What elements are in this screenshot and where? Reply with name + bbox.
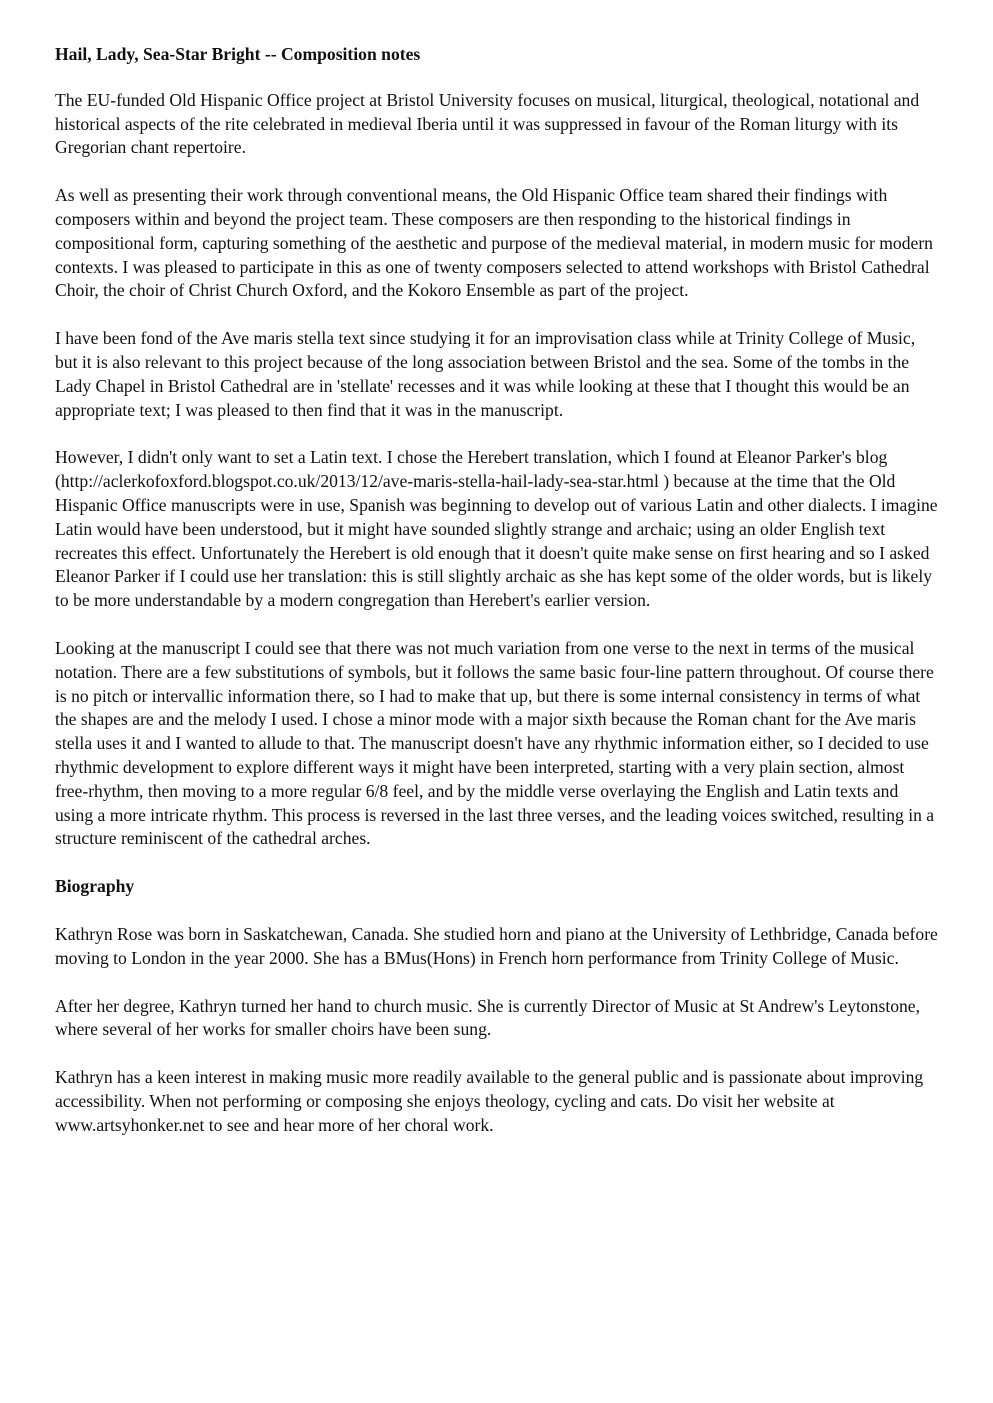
composition-notes-heading: Hail, Lady, Sea-Star Bright -- Composition notes [55, 44, 421, 64]
document-page [55, 43, 940, 1137]
paragraph-bio-interests: Kathryn has a keen interest in making music more readily available to the general public and is passionate about improving accessibility. When not performing or composing she enjoys theology, cycling and cats. Do visit her website at www.artsyhonker.net to see and hear more of her choral work. [55, 1067, 924, 1135]
paragraph-project-intro: The EU-funded Old Hispanic Office project at Bristol University focuses on musical, liturgical, theological, notational and historical aspects of the rite celebrated in medieval Iberia until it was suppressed in favour of the Roman liturgy with its Gregorian chant repertoire. [55, 89, 920, 158]
paragraph-herebert-translation: However, I didn't only want to set a Latin text. I chose the Herebert translation, which I found at Eleanor Parker's blog (http://aclerkofoxford.blogspot.co.uk/2013/12/ave-maris-stella-hail-lady-sea-star.html ) because at the time that the Old Hispanic Office manuscripts were in use, Spanish was beginning to develop out of various Latin and other dialects. I imagine Latin would have been understood, but it might have sounded slightly strange and archaic; using an older English text recreates this effect. Unfortunately the Herebert is old enough that it doesn't quite make sense on first hearing and so I asked Eleanor Parker if I could use her translation: this is still slightly archaic as she has kept some of the older words, but is likely to be more understandable by a modern congregation than Herebert's earlier version. [55, 447, 938, 611]
paragraph-bio-church-music: After her degree, Kathryn turned her hand to church music. She is currently Director of Music at St Andrew's Leytonstone, where several of her works for smaller choirs have been sung. [55, 995, 921, 1040]
paragraph-composers-workshops: As well as presenting their work through conventional means, the Old Hispanic Office team shared their findings with composers within and beyond the project team. These composers are then responding to the historical findings in compositional form, capturing something of the aesthetic and purpose of the medieval material, in modern music for modern contexts. I was pleased to participate in this as one of twenty composers selected to attend workshops with Bristol Cathedral Choir, the choir of Christ Church Oxford, and the Kokoro Ensemble as part of the project. [55, 185, 933, 301]
biography-heading: Biography [55, 876, 135, 897]
paragraph-ave-maris-stella: I have been fond of the Ave maris stella text since studying it for an improvisation class while at Trinity College of Music, but it is also relevant to this project because of the long association between Bristol and the sea. Some of the tombs in the Lady Chapel in Bristol Cathedral are in 'stellate' recesses and it was while looking at these that I thought this would be an appropriate text; I was pleased to then find that it was in the manuscript. [55, 328, 916, 420]
paragraph-bio-early-life: Kathryn Rose was born in Saskatchewan, Canada. She studied horn and piano at the University of Lethbridge, Canada before moving to London in the year 2000. She has a BMus(Hons) in French horn performance from Trinity College of Music. [55, 923, 938, 968]
paragraph-manuscript-notation: Looking at the manuscript I could see that there was not much variation from one verse to the next in terms of the musical notation. There are a few substitutions of symbols, but it follows the same basic four-line pattern throughout. Of course there is no pitch or intervallic information there, so I had to make that up, but there is some internal consistency in terms of what the shapes are and the melody I used. I chose a minor mode with a major sixth because the Roman chant for the Ave maris stella uses it and I wanted to allude to that. The manuscript doesn't have any rhythmic information either, so I decided to use rhythmic development to explore different ways it might have been interpreted, starting with a very plain section, almost free-rhythm, then moving to a more regular 6/8 feel, and by the middle verse overlaying the English and Latin texts and using a more intricate rhythm. This process is reversed in the last three verses, and the leading voices switched, resulting in a structure reminiscent of the cathedral arches. [55, 637, 935, 849]
